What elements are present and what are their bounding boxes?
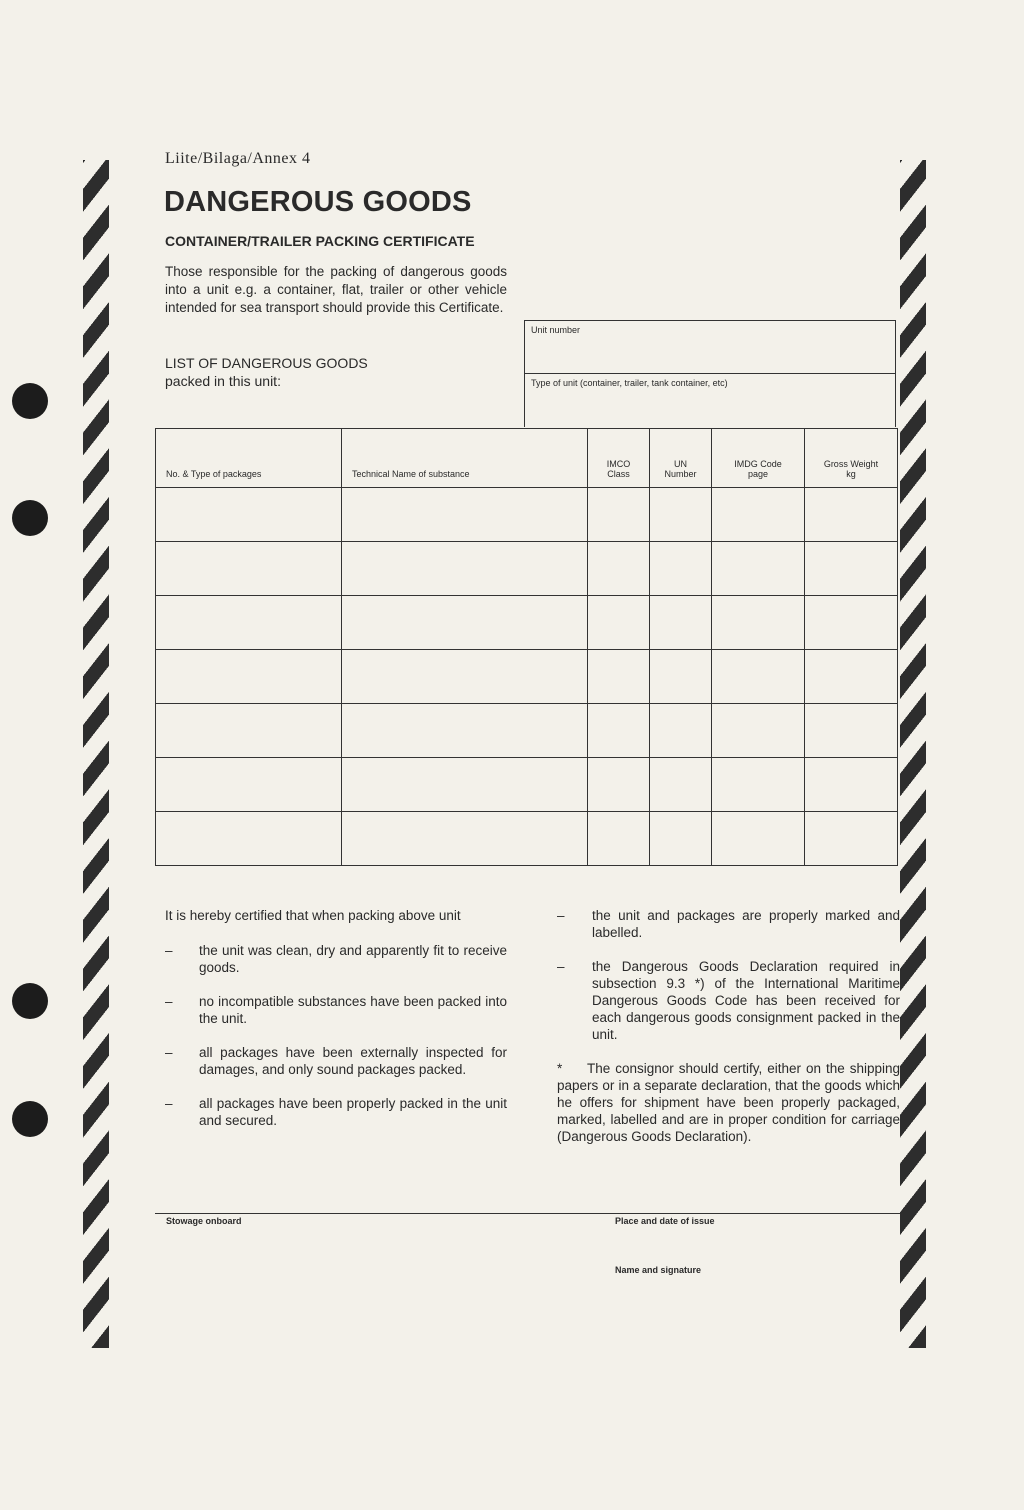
dash-bullet: – xyxy=(165,943,173,958)
table-row xyxy=(156,488,898,542)
table-cell[interactable] xyxy=(156,488,342,542)
table-cell[interactable] xyxy=(650,812,712,866)
place-date-label: Place and date of issue xyxy=(615,1216,715,1226)
stowage-label: Stowage onboard xyxy=(166,1216,242,1226)
table-row xyxy=(156,650,898,704)
signature-line xyxy=(155,1213,900,1214)
table-header-row xyxy=(156,429,898,488)
hazard-stripe-right xyxy=(900,160,926,1348)
table-cell[interactable] xyxy=(588,812,650,866)
table-cell[interactable] xyxy=(712,650,805,704)
certification-item xyxy=(165,1044,507,1078)
intro-text: Those responsible for the packing of dangerous goods into a unit e.g. a container, flat, trailer or other vehicle intended for sea transport should provide this Certificate. xyxy=(165,264,507,315)
table-row xyxy=(156,758,898,812)
table-cell[interactable] xyxy=(342,812,588,866)
table-cell[interactable] xyxy=(805,758,898,812)
table-cell[interactable] xyxy=(156,704,342,758)
certification-right xyxy=(557,907,900,1145)
table-cell[interactable] xyxy=(712,812,805,866)
unit-type-field[interactable] xyxy=(525,374,895,427)
table-cell[interactable] xyxy=(156,812,342,866)
certification-left xyxy=(165,907,507,1146)
page-subtitle: CONTAINER/TRAILER PACKING CERTIFICATE xyxy=(165,233,475,249)
name-signature-label: Name and signature xyxy=(615,1265,702,1275)
annex-label: Liite/Bilaga/Annex 4 xyxy=(165,150,311,167)
certification-item-text: the unit and packages are properly marked and labelled. xyxy=(592,908,900,940)
table-cell[interactable] xyxy=(712,488,805,542)
col-header-imco-class: IMCO Class xyxy=(588,429,650,488)
table-cell[interactable] xyxy=(156,650,342,704)
table-cell[interactable] xyxy=(650,650,712,704)
table-cell[interactable] xyxy=(805,542,898,596)
certification-intro: It is hereby certified that when packing above unit xyxy=(165,908,461,923)
dash-bullet: – xyxy=(557,959,565,974)
footnote-text: The consignor should certify, either on the shipping papers or in a separate declaration, that the goods which he offers for shipment have been properly packaged, marked, labelled and are in proper condition for carriage (Dangerous Goods Declaration). xyxy=(557,1061,900,1144)
table-cell[interactable] xyxy=(588,650,650,704)
col-header-packages: No. & Type of packages xyxy=(156,429,342,488)
certification-item xyxy=(165,993,507,1027)
table-row xyxy=(156,704,898,758)
table-cell[interactable] xyxy=(342,758,588,812)
certification-item xyxy=(165,1095,507,1129)
table-cell[interactable] xyxy=(156,542,342,596)
footnote-mark: * xyxy=(557,1061,563,1076)
table-cell[interactable] xyxy=(805,650,898,704)
table-cell[interactable] xyxy=(650,488,712,542)
punch-hole xyxy=(12,500,48,536)
dangerous-goods-table xyxy=(155,428,898,866)
certification-item-text: the unit was clean, dry and apparently fit to receive goods. xyxy=(199,943,507,975)
table-cell[interactable] xyxy=(588,596,650,650)
table-row xyxy=(156,542,898,596)
list-title-line1: LIST OF DANGEROUS GOODS xyxy=(165,355,368,371)
table-cell[interactable] xyxy=(156,596,342,650)
table-cell[interactable] xyxy=(342,596,588,650)
dash-bullet: – xyxy=(165,1045,173,1060)
unit-number-field[interactable] xyxy=(525,321,895,374)
page-title: DANGEROUS GOODS xyxy=(164,186,472,218)
hazard-stripe-left xyxy=(83,160,109,1348)
table-cell[interactable] xyxy=(712,704,805,758)
table-cell[interactable] xyxy=(805,812,898,866)
col-header-imdg-code: IMDG Code page xyxy=(712,429,805,488)
punch-hole xyxy=(12,383,48,419)
table-cell[interactable] xyxy=(805,488,898,542)
certification-item xyxy=(557,958,900,1043)
list-title xyxy=(165,354,465,390)
punch-hole xyxy=(12,1101,48,1137)
table-cell[interactable] xyxy=(156,758,342,812)
certification-item-text: the Dangerous Goods Declaration required in subsection 9.3 *) of the International Maritime Dangerous Goods Code has been received for each dangerous goods consignment packed in the unit. xyxy=(592,959,900,1042)
table-cell[interactable] xyxy=(650,596,712,650)
col-header-gross-weight: Gross Weight kg xyxy=(805,429,898,488)
certification-item-text: all packages have been externally inspected for damages, and only sound packages packed. xyxy=(199,1045,507,1077)
table-cell[interactable] xyxy=(342,650,588,704)
dash-bullet: – xyxy=(165,1096,173,1111)
table-cell[interactable] xyxy=(342,488,588,542)
table-cell[interactable] xyxy=(650,542,712,596)
certification-item xyxy=(165,942,507,976)
table-cell[interactable] xyxy=(712,758,805,812)
table-cell[interactable] xyxy=(588,488,650,542)
dash-bullet: – xyxy=(557,908,565,923)
table-cell[interactable] xyxy=(650,704,712,758)
col-header-un-number: UN Number xyxy=(650,429,712,488)
certification-item-text: all packages have been properly packed in the unit and secured. xyxy=(199,1096,507,1128)
table-cell[interactable] xyxy=(805,596,898,650)
table-cell[interactable] xyxy=(588,542,650,596)
certification-item-text: no incompatible substances have been packed into the unit. xyxy=(199,994,507,1026)
dash-bullet: – xyxy=(165,994,173,1009)
certification-item xyxy=(557,907,900,941)
table-cell[interactable] xyxy=(712,542,805,596)
table-row xyxy=(156,812,898,866)
table-row xyxy=(156,596,898,650)
unit-number-label: Unit number xyxy=(531,325,581,335)
list-title-line2: packed in this unit: xyxy=(165,373,281,389)
unit-type-label: Type of unit (container, trailer, tank container, etc) xyxy=(531,378,728,388)
table-cell[interactable] xyxy=(650,758,712,812)
footnote xyxy=(557,1060,900,1145)
table-cell[interactable] xyxy=(342,542,588,596)
table-cell[interactable] xyxy=(588,704,650,758)
punch-hole xyxy=(12,983,48,1019)
table-cell[interactable] xyxy=(342,704,588,758)
table-cell[interactable] xyxy=(712,596,805,650)
table-cell[interactable] xyxy=(805,704,898,758)
unit-info-box xyxy=(524,320,896,427)
col-header-technical-name: Technical Name of substance xyxy=(342,429,588,488)
table-cell[interactable] xyxy=(588,758,650,812)
